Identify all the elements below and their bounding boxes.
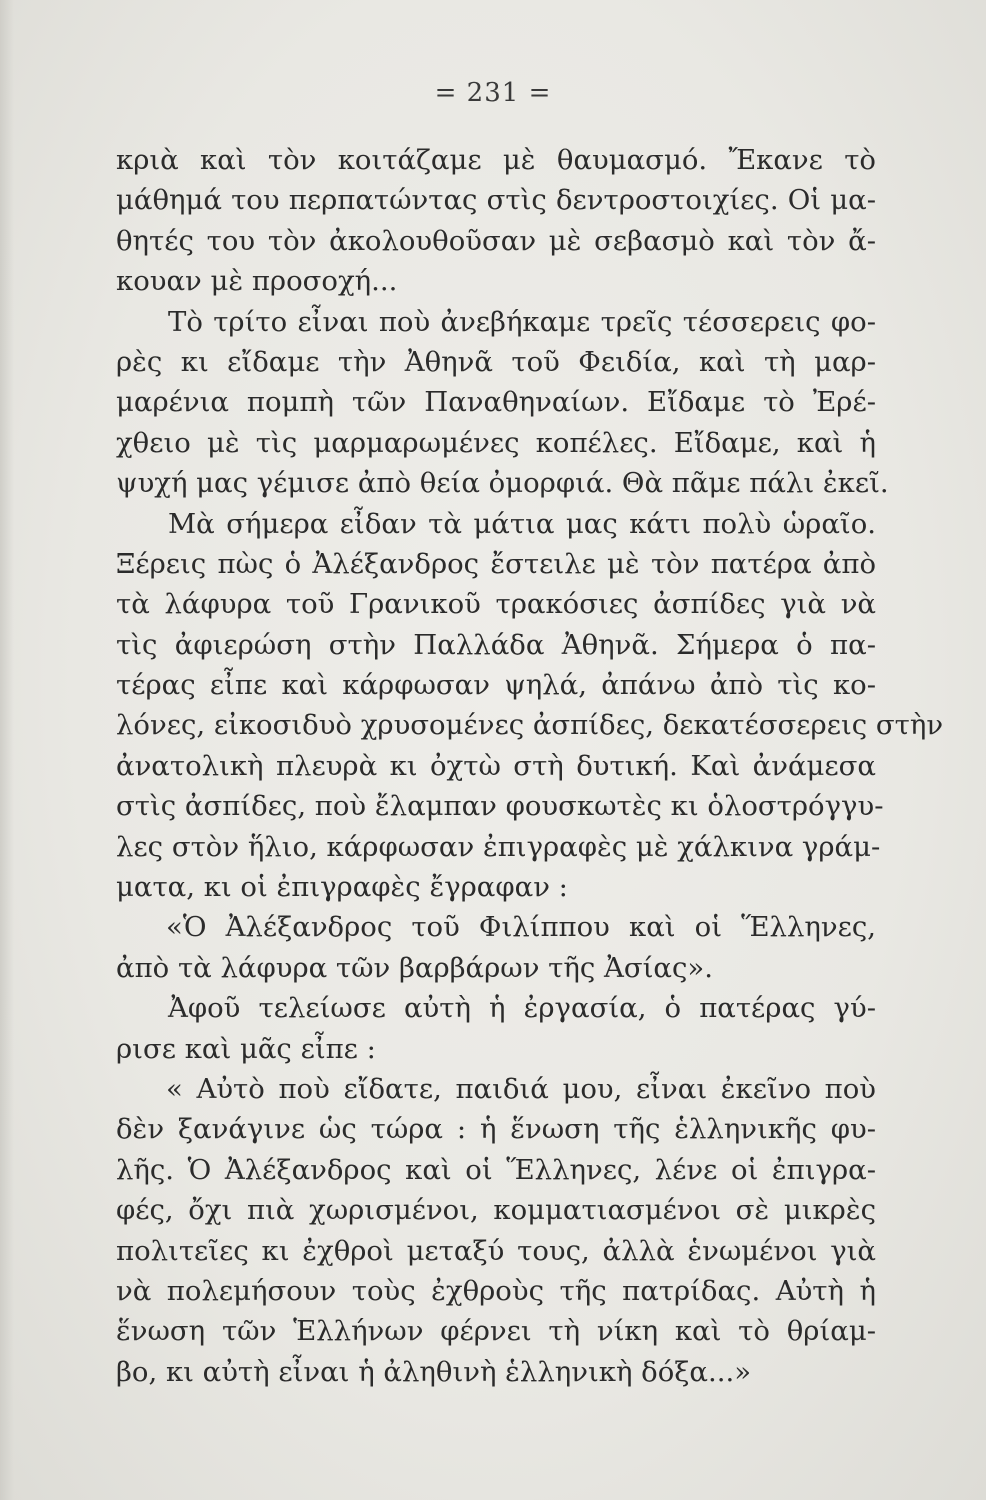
text-line: μαρένια πομπὴ τῶν Παναθηναίων. Εἴδαμε τὸ Ἐρέ- [116,386,876,419]
body-text [116,140,944,1392]
text-line: λόνες, εἰκοσιδυὸ χρυσομένες ἀσπίδες, δεκατέσσερεις στὴν [116,709,944,742]
text-line: δὲν ξανάγινε ὡς τώρα : ἡ ἕνωση τῆς ἑλληνικῆς φυ- [116,1113,876,1146]
text-line: ρισε καὶ μᾶς εἶπε : [116,1032,376,1065]
text-line: Τὸ τρίτο εἶναι ποὺ ἀνεβήκαμε τρεῖς τέσσερεις φο- [168,305,876,338]
text-line: μάθημά του περπατώντας στὶς δεντροστοιχίες. Οἱ μα- [116,184,876,217]
text-line: ψυχή μας γέμισε ἀπὸ θεία ὀμορφιά. Θὰ πᾶμε πάλι ἐκεῖ. [116,467,889,500]
text-line: στὶς ἀσπίδες, ποὺ ἔλαμπαν φουσκωτὲς κι ὁλοστρόγγυ- [116,790,884,823]
text-line: νὰ πολεμήσουν τοὺς ἐχθροὺς τῆς πατρίδας. Αὐτὴ ἡ [116,1274,876,1307]
text-line: « Αὐτὸ ποὺ εἴδατε, παιδιά μου, εἶναι ἐκεῖνο ποὺ [166,1072,876,1105]
text-line: κριὰ καὶ τὸν κοιτάζαμε μὲ θαυμασμό. Ἔκανε τὸ [116,144,876,176]
text-line: ἀπὸ τὰ λάφυρα τῶν βαρβάρων τῆς Ἀσίας». [116,951,713,984]
text-line: τέρας εἶπε καὶ κάρφωσαν ψηλά, ἀπάνω ἀπὸ τὶς κο- [116,669,876,702]
text-line: ρὲς κι εἴδαμε τὴν Ἀθηνᾶ τοῦ Φειδία, καὶ τὴ μαρ- [116,345,876,378]
text-line: πολιτεῖες κι ἐχθροὶ μεταξύ τους, ἀλλὰ ἑνωμένοι γιὰ [116,1234,876,1267]
text-line: θητές του τὸν ἀκολουθοῦσαν μὲ σεβασμὸ καὶ τὸν ἄ- [116,224,876,257]
text-line: ἀνατολικὴ πλευρὰ κι ὀχτὼ στὴ δυτική. Καὶ ἀνάμεσα [116,749,876,782]
text-line: τὶς ἀφιερώση στὴν Παλλάδα Ἀθηνᾶ. Σήμερα ὁ πα- [116,628,876,661]
text-line: χθειο μὲ τὶς μαρμαρωμένες κοπέλες. Εἴδαμε, καὶ ἡ [116,426,876,459]
text-line: κουαν μὲ προσοχή... [116,265,398,298]
text-line: Μὰ σήμερα εἶδαν τὰ μάτια μας κάτι πολὺ ὡραῖο. [168,507,876,540]
text-line: ματα, κι οἱ ἐπιγραφὲς ἔγραφαν : [116,871,568,904]
text-line: λες στὸν ἥλιο, κάρφωσαν ἐπιγραφὲς μὲ χάλκινα γράμ- [116,830,881,863]
page-number: = 231 = [434,78,552,108]
text-line: ἕνωση τῶν Ἑλλήνων φέρνει τὴ νίκη καὶ τὸ θρίαμ- [116,1315,876,1348]
text-line: Ξέρεις πὼς ὁ Ἀλέξανδρος ἔστειλε μὲ τὸν πατέρα ἀπὸ [116,547,876,580]
text-line: Ἀφοῦ τελείωσε αὐτὴ ἡ ἐργασία, ὁ πατέρας γύ- [168,992,876,1025]
text-line: «Ὁ Ἀλέξανδρος τοῦ Φιλίππου καὶ οἱ Ἕλληνες, [166,911,876,944]
text-line: τὰ λάφυρα τοῦ Γρανικοῦ τρακόσιες ἀσπίδες γιὰ νὰ [116,588,876,621]
text-line: λῆς. Ὁ Ἀλέξανδρος καὶ οἱ Ἕλληνες, λένε οἱ ἐπιγρα- [116,1153,876,1186]
page-edge-shadow [0,0,14,1500]
text-line: φές, ὄχι πιὰ χωρισμένοι, κομματιασμένοι σὲ μικρὲς [116,1194,876,1227]
text-line: βο, κι αὐτὴ εἶναι ἡ ἀληθινὴ ἑλληνικὴ δόξα...» [116,1355,752,1388]
